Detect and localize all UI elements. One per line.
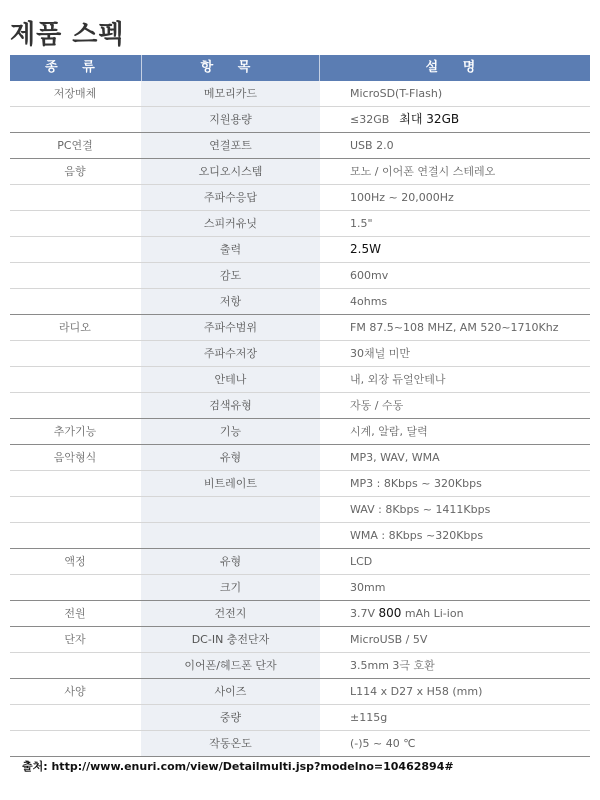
cell-category [10,575,140,600]
table-bottom-border [10,756,590,757]
cell-item: 메모리카드 [140,81,320,106]
cell-category [10,211,140,236]
table-row [10,366,590,392]
cell-category [10,705,140,730]
cell-item: 감도 [140,263,320,288]
cell-category [10,185,140,210]
cell-description [319,159,590,184]
cell-category [10,367,140,392]
table-row [10,418,590,444]
table-row [10,600,590,626]
cell-item: 중량 [140,705,320,730]
table-row [10,522,590,548]
cell-category [10,107,140,132]
table-row [10,288,590,314]
cell-category [10,289,140,314]
table-row [10,496,590,522]
table-row [10,678,590,704]
table-row [10,340,590,366]
spec-table [10,81,590,756]
table-row [10,444,590,470]
source-citation: 출처: http://www.enuri.com/view/Detailmulti.jsp?modelno=10462894# [22,760,454,773]
desc-text: L114 x D27 x H58 (mm) [350,685,483,698]
cell-item [140,497,320,522]
header-item: 항 목 [141,55,319,81]
desc-text: 4ohms [350,295,388,308]
cell-description [319,185,590,210]
desc-text: ≤32GB [350,113,390,126]
cell-description [319,627,590,652]
cell-item: 사이즈 [140,679,320,704]
desc-prefix: 3.7V [350,607,379,620]
table-row [10,392,590,418]
cell-category: 저장매체 [53,87,97,100]
cell-description [319,263,590,288]
desc-text: (-)5 ~ 40 ℃ [350,737,416,750]
table-row [10,626,590,652]
cell-description [319,653,590,678]
desc-text: 600mv [350,269,389,282]
cell-category: 추가기능 [53,425,97,438]
cell-description [319,731,590,756]
table-row [10,132,590,158]
desc-text: 30mm [350,581,386,594]
desc-text: 30채널 미만 [350,347,410,360]
cell-category [10,237,140,262]
cell-description [319,237,590,262]
cell-item: 주파수저장 [140,341,320,366]
cell-item: 출력 [140,237,320,262]
cell-item: 유형 [140,445,320,470]
cell-item: 오디오시스템 [140,159,320,184]
cell-description [319,133,590,158]
cell-item: 검색유형 [140,393,320,418]
cell-item: 연결포트 [140,133,320,158]
desc-text: 시계, 알람, 달력 [350,425,428,438]
cell-item: 이어폰/헤드폰 단자 [140,653,320,678]
cell-category [10,341,140,366]
desc-text: LCD [350,555,373,568]
cell-description [319,679,590,704]
header-category: 종 류 [45,60,105,75]
table-row [10,81,590,106]
header-description: 설 명 [319,55,591,81]
cell-description [319,705,590,730]
cell-category [10,653,140,678]
cell-item: 주파수범위 [140,315,320,340]
cell-description [319,289,590,314]
cell-category: PC연결 [57,139,93,152]
cell-item: 비트레이트 [140,471,320,496]
desc-text: USB 2.0 [350,139,394,152]
table-row [10,106,590,132]
cell-description [319,575,590,600]
cell-category [10,497,140,522]
cell-item: 주파수응답 [140,185,320,210]
desc-text: 자동 / 수동 [350,399,404,412]
desc-suffix: mAh Li-ion [401,607,464,620]
cell-category: 단자 [64,633,86,646]
cell-description [319,601,590,626]
cell-description [319,549,590,574]
table-row [10,262,590,288]
table-row [10,210,590,236]
cell-description [319,315,590,340]
desc-text: WAV : 8Kbps ~ 1411Kbps [350,503,491,516]
cell-item: 작동온도 [140,731,320,756]
cell-item: 안테나 [140,367,320,392]
cell-category: 라디오 [59,321,91,334]
table-row [10,652,590,678]
cell-category: 사양 [64,685,86,698]
desc-highlight: 800 [378,606,402,620]
desc-text: MicroSD(T-Flash) [350,87,443,100]
cell-description [319,81,590,106]
page-title: 제품 스펙 [10,20,125,50]
desc-text: MP3, WAV, WMA [350,451,440,464]
table-row [10,548,590,574]
table-row [10,158,590,184]
cell-item [140,523,320,548]
cell-description [319,367,590,392]
cell-category: 음악형식 [53,451,97,464]
cell-item: DC-IN 충전단자 [140,627,320,652]
table-row [10,314,590,340]
table-row [10,574,590,600]
desc-note: 최대 32GB [399,112,460,126]
cell-category [10,393,140,418]
cell-item: 건전지 [140,601,320,626]
cell-category [10,263,140,288]
cell-item: 스피커유닛 [140,211,320,236]
cell-item: 기능 [140,419,320,444]
desc-text: WMA : 8Kbps ~320Kbps [350,529,484,542]
desc-text: 내, 외장 듀얼안테나 [350,373,446,386]
cell-item: 지원용량 [140,107,320,132]
cell-description [319,419,590,444]
cell-item: 유형 [140,549,320,574]
table-header [10,55,590,81]
cell-item: 저항 [140,289,320,314]
cell-description [319,471,590,496]
cell-description [319,445,590,470]
cell-description [319,211,590,236]
desc-text: 3.5mm 3극 호환 [350,659,435,672]
desc-text: 100Hz ~ 20,000Hz [350,191,454,204]
cell-description [319,341,590,366]
table-row [10,470,590,496]
cell-category: 액정 [64,555,86,568]
desc-text: MicroUSB / 5V [350,633,428,646]
cell-category [10,523,140,548]
table-row [10,184,590,210]
desc-text: 2.5W [350,242,381,256]
table-row [10,730,590,756]
desc-text: MP3 : 8Kbps ~ 320Kbps [350,477,482,490]
cell-description [319,107,590,132]
cell-description [319,523,590,548]
desc-text: 모노 / 이어폰 연결시 스테레오 [350,165,496,178]
cell-item: 크기 [140,575,320,600]
desc-text: 1.5" [350,217,373,230]
cell-category: 음향 [64,165,86,178]
cell-category [10,731,140,756]
cell-category: 전원 [64,607,86,620]
cell-category [10,471,140,496]
cell-description [319,393,590,418]
desc-text: FM 87.5~108 MHZ, AM 520~1710Khz [350,321,559,334]
table-row [10,704,590,730]
table-row [10,236,590,262]
cell-description [319,497,590,522]
desc-text: ±115g [350,711,388,724]
